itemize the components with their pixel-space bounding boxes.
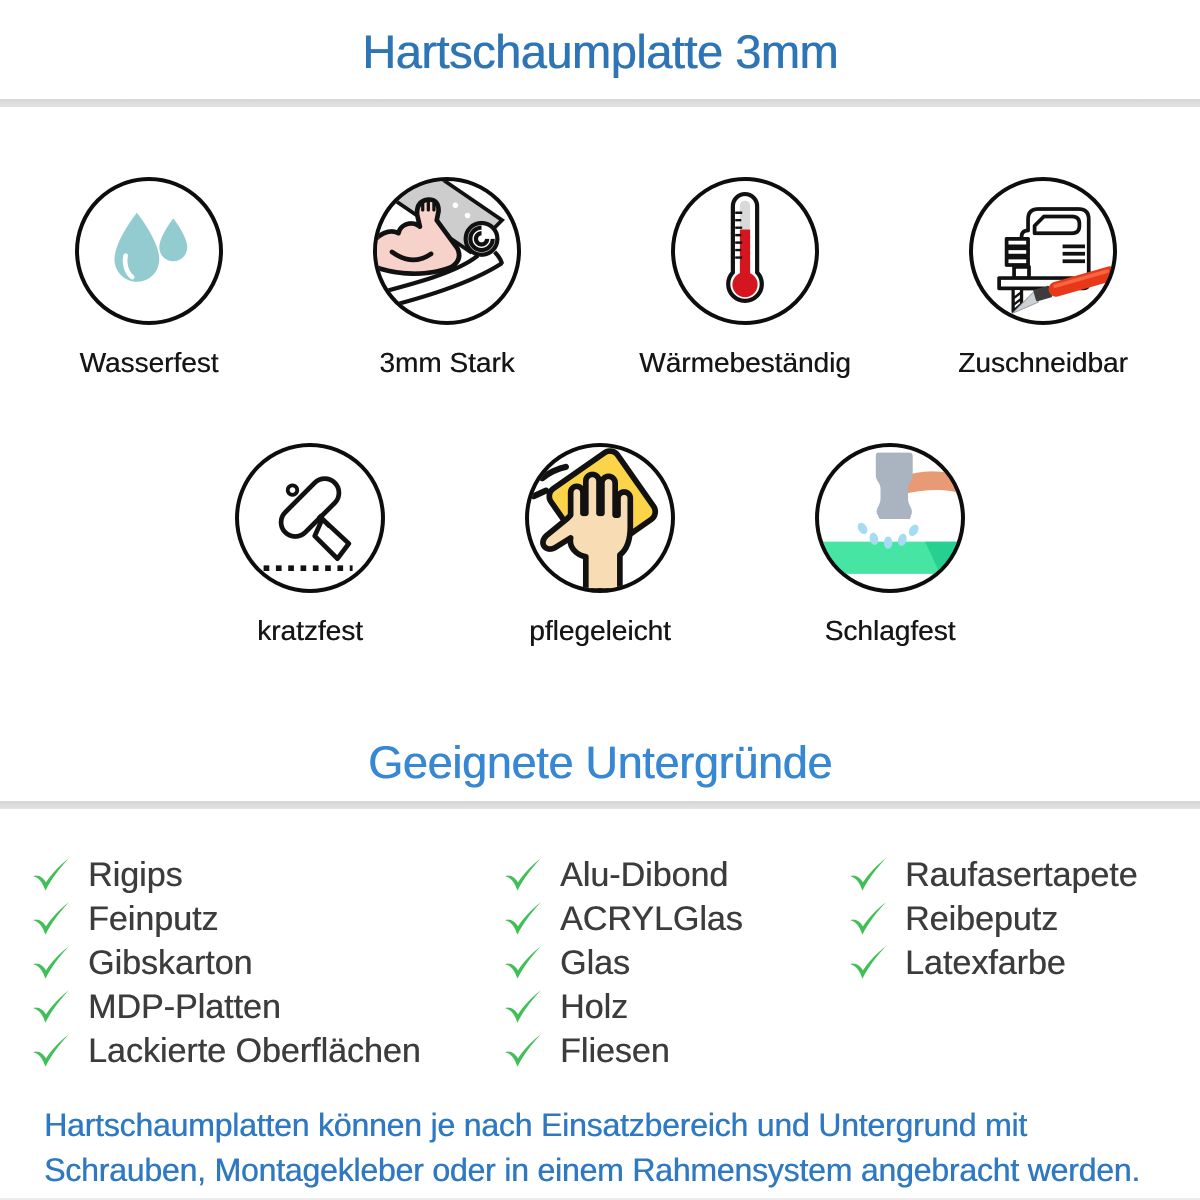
thermometer-icon (671, 177, 819, 325)
substrate-label: Alu-Dibond (560, 855, 729, 894)
flexed-arm-board-icon (373, 177, 521, 325)
list-item (502, 853, 847, 897)
feature-row-2 (0, 443, 1200, 647)
mounting-note: Hartschaumplatten können je nach Einsatzbereich und Untergrund mit Schrauben, Montagekleber oder in einem Rahmensystem angebracht werden. (44, 1107, 1140, 1189)
feature-scratchproof (235, 443, 385, 647)
check-icon (502, 1033, 544, 1069)
page-title: Hartschaumplatte 3mm (362, 25, 838, 78)
check-icon (30, 901, 72, 937)
check-icon (847, 857, 889, 893)
check-icon (30, 989, 72, 1025)
substrate-label: ACRYLGlas (560, 899, 743, 938)
section-title-substrates: Geeignete Untergründe (367, 737, 833, 788)
feature-label: Schlagfest (824, 615, 956, 646)
check-icon (30, 857, 72, 893)
substrate-label: Rigips (88, 855, 183, 894)
divider-bar (0, 801, 1200, 809)
substrates-column-3 (847, 853, 1200, 985)
feature-label: Zuschneidbar (958, 347, 1128, 378)
water-drops-icon (75, 177, 223, 325)
feature-label: kratzfest (257, 615, 363, 646)
substrate-label: Holz (560, 987, 629, 1026)
check-icon (502, 901, 544, 937)
check-icon (502, 945, 544, 981)
feature-row-1 (0, 177, 1200, 379)
list-item (30, 941, 502, 985)
list-item (502, 941, 847, 985)
substrates-column-1 (30, 853, 502, 1073)
feature-easy-care (525, 443, 675, 647)
hand-cloth-icon (525, 443, 675, 593)
substrate-label: Gibskarton (88, 943, 253, 982)
hammer-impact-icon (815, 443, 965, 593)
list-item (502, 1029, 847, 1073)
list-item (30, 853, 502, 897)
list-item (847, 897, 1200, 941)
feature-label: 3mm Stark (379, 347, 515, 378)
list-item (30, 985, 502, 1029)
substrates-column-2 (502, 853, 847, 1073)
list-item (502, 985, 847, 1029)
substrate-label: Latexfarbe (905, 943, 1066, 982)
substrate-label: Glas (560, 943, 630, 982)
feature-label: Wärmebeständig (639, 347, 851, 378)
divider-bar (0, 99, 1200, 107)
list-item (847, 941, 1200, 985)
feature-heat-resistant (596, 177, 894, 379)
substrate-label: Reibeputz (905, 899, 1059, 938)
feature-label: Wasserfest (79, 347, 219, 378)
feature-waterproof (0, 177, 298, 379)
list-item (847, 853, 1200, 897)
list-item (30, 897, 502, 941)
check-icon (502, 857, 544, 893)
list-item (30, 1029, 502, 1073)
check-icon (30, 945, 72, 981)
feature-cuttable (894, 177, 1192, 379)
substrate-label: Feinputz (88, 899, 219, 938)
substrate-label: MDP-Platten (88, 987, 281, 1026)
substrate-label: Lackierte Oberflächen (88, 1031, 421, 1070)
check-icon (30, 1033, 72, 1069)
check-icon (847, 901, 889, 937)
substrate-label: Fliesen (560, 1031, 670, 1070)
feature-label: pflegeleicht (529, 615, 671, 646)
feature-strength (298, 177, 596, 379)
substrates-checklist (0, 853, 1200, 1073)
jigsaw-cutter-icon (969, 177, 1117, 325)
list-item (502, 897, 847, 941)
substrate-label: Raufasertapete (905, 855, 1138, 894)
check-icon (502, 989, 544, 1025)
feature-impact-resistant (815, 443, 965, 647)
check-icon (847, 945, 889, 981)
utility-knife-icon (235, 443, 385, 593)
